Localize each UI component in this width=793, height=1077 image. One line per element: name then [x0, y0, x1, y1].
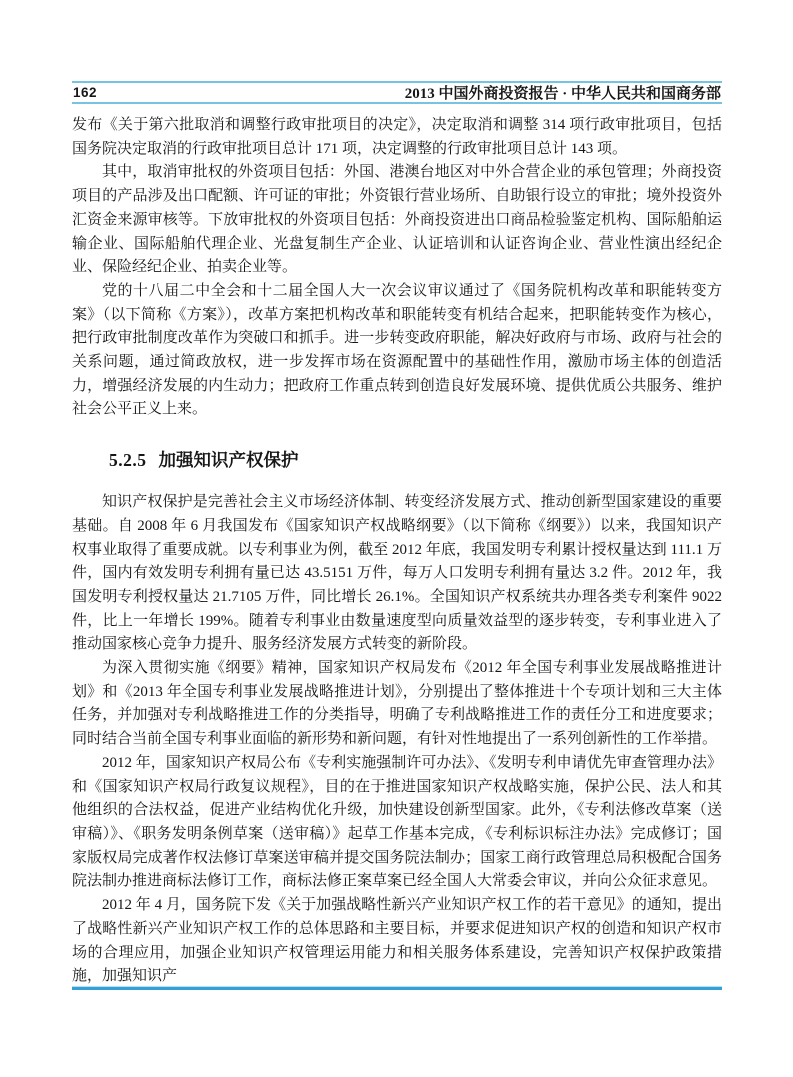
body-paragraph: 2012 年，国家知识产权局公布《专利实施强制许可办法》、《发明专利申请优先审查管理办法》和《国家知识产权局行政复议规程》，目的在于推进国家知识产权战略实施，保护公民、法人和其他组织的合法权益，促进产业结构优化升级，加快建设创新型国家。此外，《专利法修改草案（送审稿）》、《职务发明条例草案（送审稿）》起草工作基本完成，《专利标识标注办法》完成修订；国家版权局完成著作权法修订草案送审稿并提交国务院法制办；国家工商行政管理总局积极配合国务院法制办推进商标法修订工作，商标法修正案草案已经全国人大常委会审议，并向公众征求意见。 — [72, 754, 722, 890]
body-paragraph: 2012 年 4 月，国务院下发《关于加强战略性新兴产业知识产权工作的若干意见》的通知，提出了战略性新兴产业知识产权工作的总体思路和主要目标，并要求促进知识产权的创造和知识产权市场的合理应用，加强企业知识产权管理运用能力和相关服务体系建设，完善知识产权保护政策措施，加强知识产 — [72, 897, 722, 985]
body-paragraph: 党的十八届二中全会和十二届全国人大一次会议审议通过了《国务院机构改革和职能转变方案》（以下简称《方案》），改革方案把机构改革和职能转变有机结合起来，把职能转变作为核心，把行政审批制度改革作为突破口和抓手。进一步转变政府职能，解决好政府与市场、政府与社会的关系问题，通过简政放权，进一步发挥市场在资源配置中的基础性作用，激励市场主体的创造活力，增强经济发展的内生动力；把政府工作重点转到创造良好发展环境、提供优质公共服务、维护社会公平正义上来。 — [72, 282, 722, 418]
page-number: 162 — [73, 85, 98, 100]
header-row — [72, 83, 722, 102]
page-body — [72, 114, 722, 986]
section-heading — [72, 447, 722, 473]
body-paragraph: 发布《关于第六批取消和调整行政审批项目的决定》，决定取消和调整 314 项行政审批项目，包括国务院决定取消的行政审批项目总计 171 项，决定调整的行政审批项目总计 143 项。 — [72, 117, 722, 157]
footer-rule-dark — [72, 987, 722, 990]
body-paragraph: 知识产权保护是完善社会主义市场经济体制、转变经济发展方式、推动创新型国家建设的重要基础。自 2008 年 6 月我国发布《国家知识产权战略纲要》（以下简称《纲要》）以来，我国知识产权事业取得了重要成就。以专利事业为例，截至 2012 年底，我国发明专利累计授权量达到 111.1 万件，国内有效发明专利拥有量已达 43.5151 万件，每万人口发明专利拥有量达 3.2 件。2012 年，我国发明专利授权量达 21.7105 万件，同比增长 26.1%。全国知识产权系统共办理各类专利案件 9022 件，比上一年增长 199%。随着专利事业由数量速度型向质量效益型的逐步转变，专利事业进入了推动国家核心竞争力提升、服务经济发展方式转变的新阶段。 — [72, 494, 722, 653]
page-header — [72, 81, 722, 104]
header-title: 2013 中国外商投资报告 · 中华人民共和国商务部 — [404, 86, 721, 102]
footer-rule — [72, 986, 722, 990]
body-paragraph: 为深入贯彻实施《纲要》精神，国家知识产权局发布《2012 年全国专利事业发展战略推进计划》和《2013 年全国专利事业发展战略推进计划》，分别提出了整体推进十个专项计划和三大主体任务，并加强对专利战略推进工作的分类指导，明确了专利战略推进工作的责任分工和进度要求；同时结合当前全国专利事业面临的新形势和新问题，有针对性地提出了一系列创新性的工作举措。 — [72, 660, 722, 748]
section-heading-title: 加强知识产权保护 — [158, 450, 299, 471]
section-heading-number: 5.2.5 — [109, 450, 147, 471]
body-paragraph: 其中，取消审批权的外资项目包括：外国、港澳台地区对中外合营企业的承包管理；外商投资项目的产品涉及出口配额、许可证的审批；外资银行营业场所、自助银行设立的审批；境外投资外汇资金来源审核等。下放审批权的外资项目包括：外商投资进出口商品检验鉴定机构、国际船舶运输企业、国际船舶代理企业、光盘复制生产企业、认证培训和认证咨询企业、营业性演出经纪企业、保险经纪企业、拍卖企业等。 — [72, 164, 722, 276]
